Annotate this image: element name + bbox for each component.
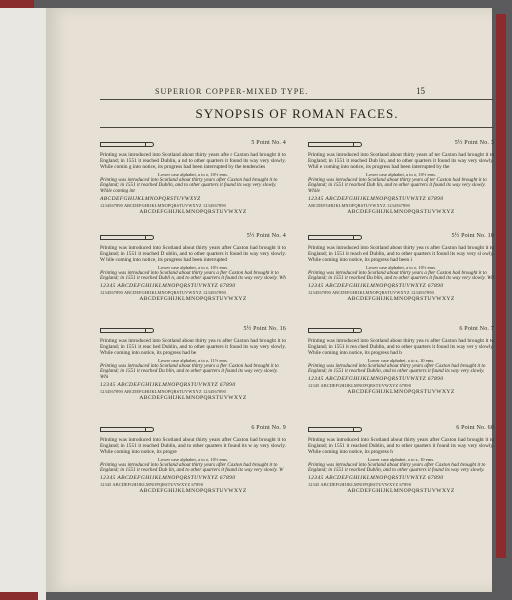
- specimen-italic: Printing was introduced into Scotland about thirty years a fter Caxton had brought it to England; in 1551 it reached Du blin, and to other quarters it found its way very slowly. Wh: [308, 269, 494, 282]
- specimen-size: 5½ Point No. 4: [246, 233, 286, 239]
- specimen-caption: Lower case alphabet, a to z, 10½ ems.: [365, 264, 437, 270]
- specimen-capitals: ABCDEFGHIJKLMNOPQRSTUVWXYZ: [139, 394, 247, 401]
- specimen-size: 6 Point No. 9: [251, 425, 286, 431]
- specimen-block: [308, 233, 494, 302]
- specimen-caption: Lower case alphabet, a to z, 10½ ems.: [157, 456, 229, 462]
- specimen-small-caps: 12345 ABCDEFGHIJKLMNOPQRSTUVWXYZ 67890: [100, 481, 203, 487]
- specimen-small-caps: 12345 ABCDEFGHIJKLMNOPQRSTUVWXYZ 67890: [308, 481, 411, 487]
- pointing-rule-icon: [100, 328, 154, 333]
- specimen-block: [100, 233, 286, 302]
- section-title: SYNOPSIS OF ROMAN FACES.: [195, 106, 399, 121]
- specimen-caption: Lower case alphabet, a to z, 10 ems.: [367, 456, 435, 462]
- specimen-paragraph: Printing was introduced into Scotland about thirty yea rs after Caxton had brought it to England; in 1551 it reach ed Dublin, and to other quarters it found its way very sl owly. While coming into notice, its progress had been i: [308, 245, 494, 263]
- specimen-size: 5 Point No. 4: [251, 140, 286, 146]
- specimen-paragraph: Printing was introduced into Scotland about thirty yea rs after Caxton had brought it to England; in 1551 it rea ched Dublin, and to other quarters it found its way ver y slowly. While coming into notice, its progress had b: [308, 338, 494, 356]
- specimen-block: [100, 326, 286, 401]
- specimen-small-caps: 1234567890 ABCDEFGHIJKLMNOPQRSTUVWXYZ 1234567890: [100, 388, 226, 394]
- book-binding: [496, 14, 506, 558]
- left-page-edge: [0, 8, 46, 600]
- specimen-caption: Lower case alphabet, a to z, 10½ ems.: [365, 171, 437, 177]
- pointing-rule-icon: [100, 427, 154, 432]
- pointing-rule-icon: [308, 142, 362, 147]
- specimen-capitals: ABCDEFGHIJKLMNOPQRSTUVWXYZ: [347, 208, 455, 215]
- specimen-small-caps: 1234567890 ABCDEFGHIJKLMNOPQRSTUVWXYZ 1234567890: [100, 202, 226, 208]
- specimen-italic-caps: 12345 ABCDEFGHIJKLMNOPQRSTUVWXYZ 67890: [308, 282, 444, 289]
- specimen-paragraph: Printing was introduced into Scotland about thirty years afte r Caxton had brought it to England; in 1551 it reached Dublin, a nd to other quarters it found its way very slowly. While comin g into notice, its progress had been interrupted by the tendencies: [100, 152, 286, 170]
- title-rule: [100, 127, 494, 128]
- specimen-paragraph: Printing was introduced into Scotland about thirty years after Caxton had brought it to England; in 1551 it reached D ublin, and to other quarters it found its way very slowly. W hile coming into notice, its progress had been interrupted: [100, 245, 286, 263]
- specimen-italic-caps: 12345 ABCDEFGHIJKLMNOPQRSTUVWXYZ 67890: [308, 474, 444, 481]
- specimen-capitals: ABCDEFGHIJKLMNOPQRSTUVWXYZ: [139, 487, 247, 494]
- specimen-block: [100, 140, 286, 215]
- specimen-caption: Lower case alphabet, a to z, 10 ems.: [367, 357, 435, 363]
- specimen-size: 6 Point No. 60: [456, 425, 494, 431]
- specimen-caption: Lower case alphabet, a to z, 11½ ems.: [158, 357, 228, 363]
- specimen-capitals: ABCDEFGHIJKLMNOPQRSTUVWXYZ: [139, 295, 247, 302]
- specimen-caption: Lower case alphabet, a to z, 10½ ems.: [157, 264, 229, 270]
- specimen-italic-caps: ABCDEFGHIJKLMNOPQRSTUVWXYZ: [100, 195, 201, 202]
- specimen-italic: Printing was introduced into Scotland about thirty years a fter Caxton had brought it to England; in 1551 it reached Dubli n, and to other quarters it found its way very slowly. Wh: [100, 269, 286, 282]
- specimen-italic-caps: 12345 ABCDEFGHIJKLMNOPQRSTUVWXYZ 67890: [100, 381, 236, 388]
- specimen-italic-caps: 12345 ABCDEFGHIJKLMNOPQRSTUVWXYZ 67890: [308, 375, 444, 382]
- specimen-size: 5½ Point No. 3: [454, 140, 494, 146]
- specimen-italic: Printing was introduced into Scotland about thirty years after Caxton had brought it to England; in 1551 it reached Dublin, and to other quarters it found its way very slowly.: [308, 461, 486, 474]
- specimen-paragraph: Printing was introduced into Scotland about thirty years after Caxton had brought it to England; in 1551 it reached Dublin, and to other quarters it found its w ay very slowly. While coming into notice, its progre: [100, 437, 286, 455]
- specimen-capitals: ABCDEFGHIJKLMNOPQRSTUVWXYZ: [347, 295, 455, 302]
- pointing-rule-icon: [308, 328, 362, 333]
- specimen-capitals: ABCDEFGHIJKLMNOPQRSTUVWXYZ: [347, 487, 455, 494]
- specimen-paragraph: Printing was introduced into Scotland about thirty yea rs after Caxton had brought it to England; in 1551 it reac hed Dublin, and to other quarters it found its way very slowly. While coming into notice, its progress had be: [100, 338, 286, 356]
- specimen-capitals: ABCDEFGHIJKLMNOPQRSTUVWXYZ: [139, 208, 247, 215]
- header-rule: [100, 99, 494, 100]
- specimen-size: 6 Point No. 7: [459, 326, 494, 332]
- specimen-italic-caps: 12345 ABCDEFGHIJKLMNOPQRSTUVWXYZ 67890: [100, 282, 236, 289]
- pointing-rule-icon: [100, 235, 154, 240]
- specimen-block: [308, 326, 494, 395]
- specimen-italic: Printing was introduced into Scotland about thirty years after Caxton had brought it to England; in 1551 it reached Dublin, and to other quarters it found its way very slowly.: [308, 362, 486, 375]
- specimen-caption: Lower case alphabet, a to z, 10½ ems.: [157, 171, 229, 177]
- pointing-rule-icon: [308, 427, 362, 432]
- specimen-italic: Printing was introduced into Scotland about thirty years after Caxton had brought it to England; in 1551 it reached Dublin, and to other quarters it found its way very slowly. While coming int: [100, 176, 278, 194]
- specimen-capitals: ABCDEFGHIJKLMNOPQRSTUVWXYZ: [347, 388, 455, 395]
- specimen-block: [308, 140, 494, 215]
- specimen-paragraph: Printing was introduced into Scotland about thirty years af ter Caxton had brought it to England; in 1551 it reached Dub lin, and to other quarters it found its way very slowly. Whil e coming into notice, its progress had been interrupted by the: [308, 152, 494, 170]
- specimen-italic-caps: 12345 ABCDEFGHIJKLMNOPQRSTUVWXYZ 67890: [100, 474, 236, 481]
- specimen-small-caps: 1234567890 ABCDEFGHIJKLMNOPQRSTUVWXYZ 1234567890: [100, 289, 226, 295]
- specimen-size: 5½ Point No. 10: [451, 233, 494, 239]
- specimen-block: [308, 425, 494, 494]
- pointing-rule-icon: [308, 235, 362, 240]
- pointing-rule-icon: [100, 142, 154, 147]
- specimen-small-caps: 12345 ABCDEFGHIJKLMNOPQRSTUVWXYZ 67890: [308, 382, 411, 388]
- specimen-small-caps: ABCDEFGHIJKLMNOPQRSTUVWXYZ 1234567890: [308, 202, 410, 208]
- specimen-italic: Printing was introduced into Scotland about thirty years a fter Caxton had brought it to England; in 1551 it reached Du blin, and to other quarters it found its way very slowly. Whi: [100, 362, 279, 380]
- specimen-italic-caps: 12345 ABCDEFGHIJKLMNOPQRSTUVWXYZ 67890: [308, 195, 444, 202]
- cover-corner-bottom: [0, 592, 38, 600]
- specimen-block: [100, 425, 286, 494]
- running-title: SUPERIOR COPPER-MIXED TYPE.: [155, 87, 309, 96]
- specimen-paragraph: Printing was introduced into Scotland about thirty years after Caxton had brought it to England; in 1551 it reached Dublin, and to other quarters it found its way very slowly. While coming into notice, its progress h: [308, 437, 494, 455]
- page-number: 15: [416, 86, 425, 96]
- specimen-small-caps: 1234567890 ABCDEFGHIJKLMNOPQRSTUVWXYZ 1234567890: [308, 289, 434, 295]
- specimen-size: 5½ Point No. 16: [243, 326, 286, 332]
- specimen-italic: Printing was introduced into Scotland about thirty years af ter Caxton had brought it to England; in 1551 it reached Dub lin, and to other quarters it found its way very slowly. While: [308, 176, 487, 194]
- specimen-italic: Printing was introduced into Scotland about thirty years after Caxton had brought it to England; in 1551 it reached Dub lin, and to other quarters it found its way very slowly. W: [100, 461, 284, 474]
